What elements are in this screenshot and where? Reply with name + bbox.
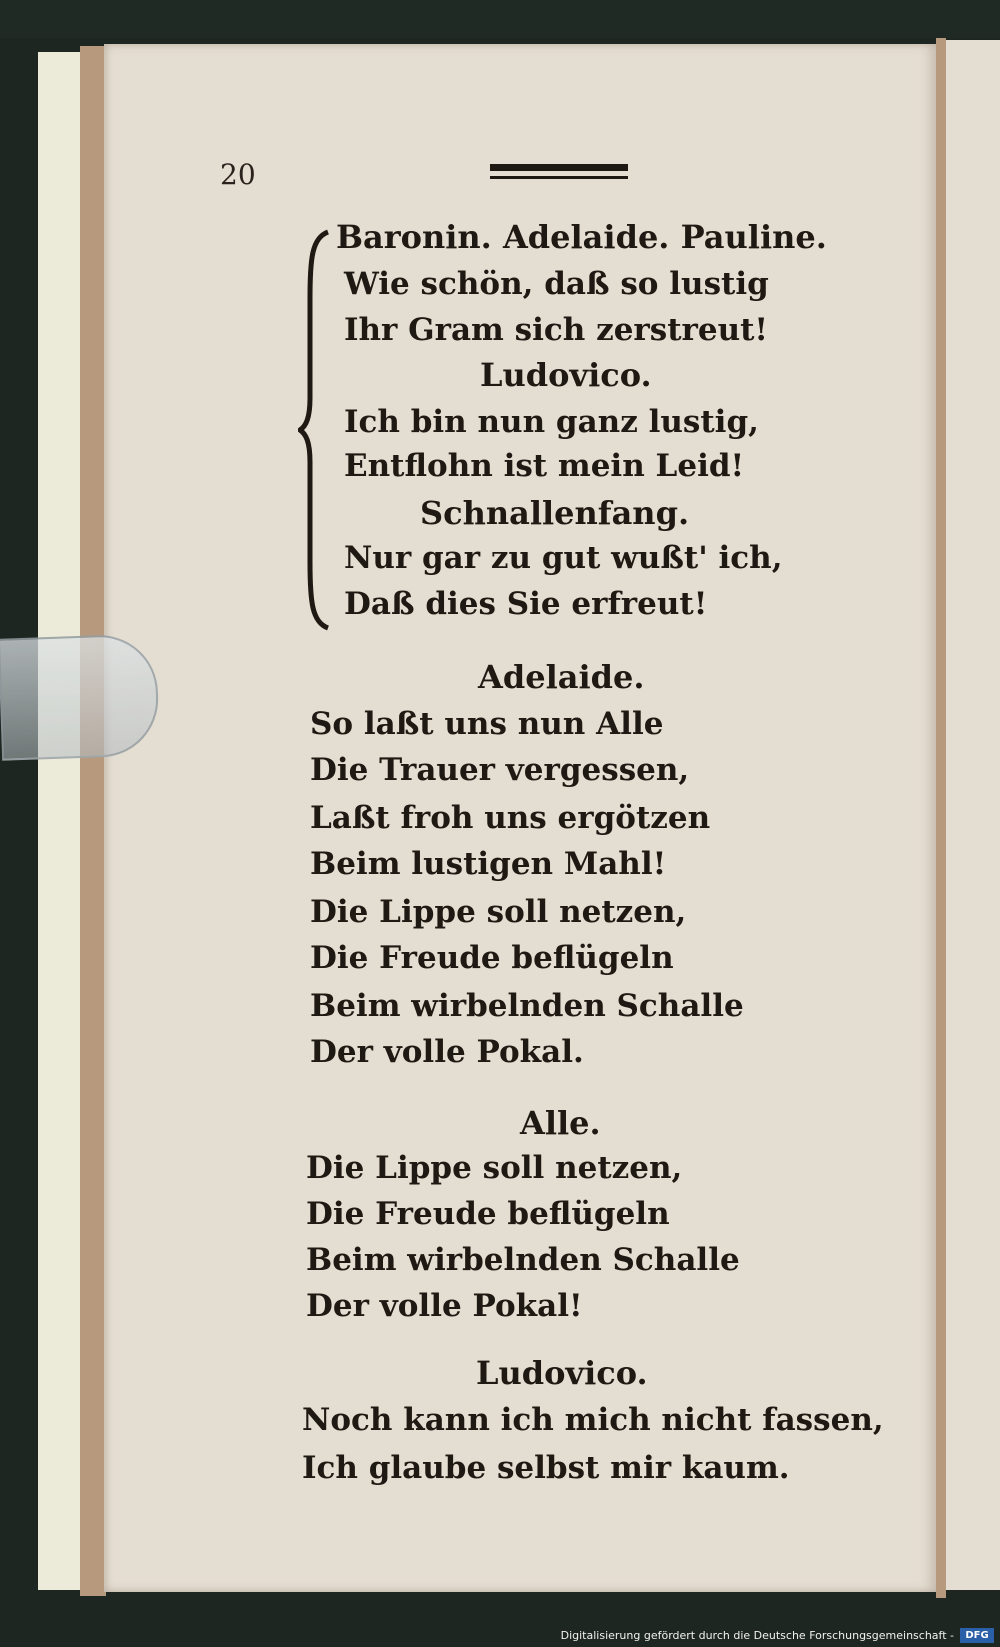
verse-line: Ich bin nun ganz lustig,: [344, 404, 759, 440]
speaker-names: Baronin. Adelaide. Pauline.: [336, 218, 827, 256]
curly-brace-icon: [298, 228, 332, 632]
verse-line: So laßt uns nun Alle: [310, 706, 664, 742]
verse-line: Die Trauer vergessen,: [310, 752, 690, 788]
verse-line: Laßt froh uns ergötzen: [310, 800, 711, 836]
header-rule-thick: [490, 164, 628, 171]
verse-line: Noch kann ich mich nicht fassen,: [302, 1402, 884, 1438]
header-rule: [490, 164, 628, 179]
next-page: [946, 40, 1000, 1590]
speaker-name: Adelaide.: [478, 658, 645, 696]
verse-line: Daß dies Sie erfreut!: [344, 586, 708, 622]
speaker-name: Schnallenfang.: [420, 494, 690, 532]
page-number: 20: [220, 158, 256, 191]
verse-line: Die Lippe soll netzen,: [306, 1150, 683, 1186]
verse-line: Die Freude beflügeln: [310, 940, 674, 976]
verse-line: Entflohn ist mein Leid!: [344, 448, 745, 484]
speaker-name: Ludovico.: [480, 356, 652, 394]
verse-line: Der volle Pokal.: [310, 1034, 584, 1070]
verse-line: Die Lippe soll netzen,: [310, 894, 687, 930]
verse-line: Beim wirbelnden Schalle: [306, 1242, 740, 1278]
verse-line: Der volle Pokal!: [306, 1288, 583, 1324]
dfg-logo: DFG: [960, 1628, 994, 1643]
page-clip: [0, 633, 160, 760]
verse-line: Die Freude beflügeln: [306, 1196, 670, 1232]
speaker-name: Alle.: [520, 1104, 601, 1142]
verse-line: Beim lustigen Mahl!: [310, 846, 667, 882]
verse-line: Wie schön, daß so lustig: [344, 266, 769, 302]
verse-line: Ihr Gram sich zerstreut!: [344, 312, 769, 348]
page-edge-left: [38, 52, 84, 1590]
scan-background-top: [0, 0, 1000, 38]
next-page-edge: [936, 38, 946, 1598]
speaker-name: Ludovico.: [476, 1354, 648, 1392]
footer-credit: Digitalisierung gefördert durch die Deutsche Forschungsgemeinschaft -: [560, 1629, 954, 1642]
verse-line: Beim wirbelnden Schalle: [310, 988, 744, 1024]
page-binding: [80, 46, 106, 1596]
verse-line: Ich glaube selbst mir kaum.: [302, 1450, 790, 1486]
header-rule-thin: [490, 176, 628, 179]
verse-line: Nur gar zu gut wußt' ich,: [344, 540, 783, 576]
